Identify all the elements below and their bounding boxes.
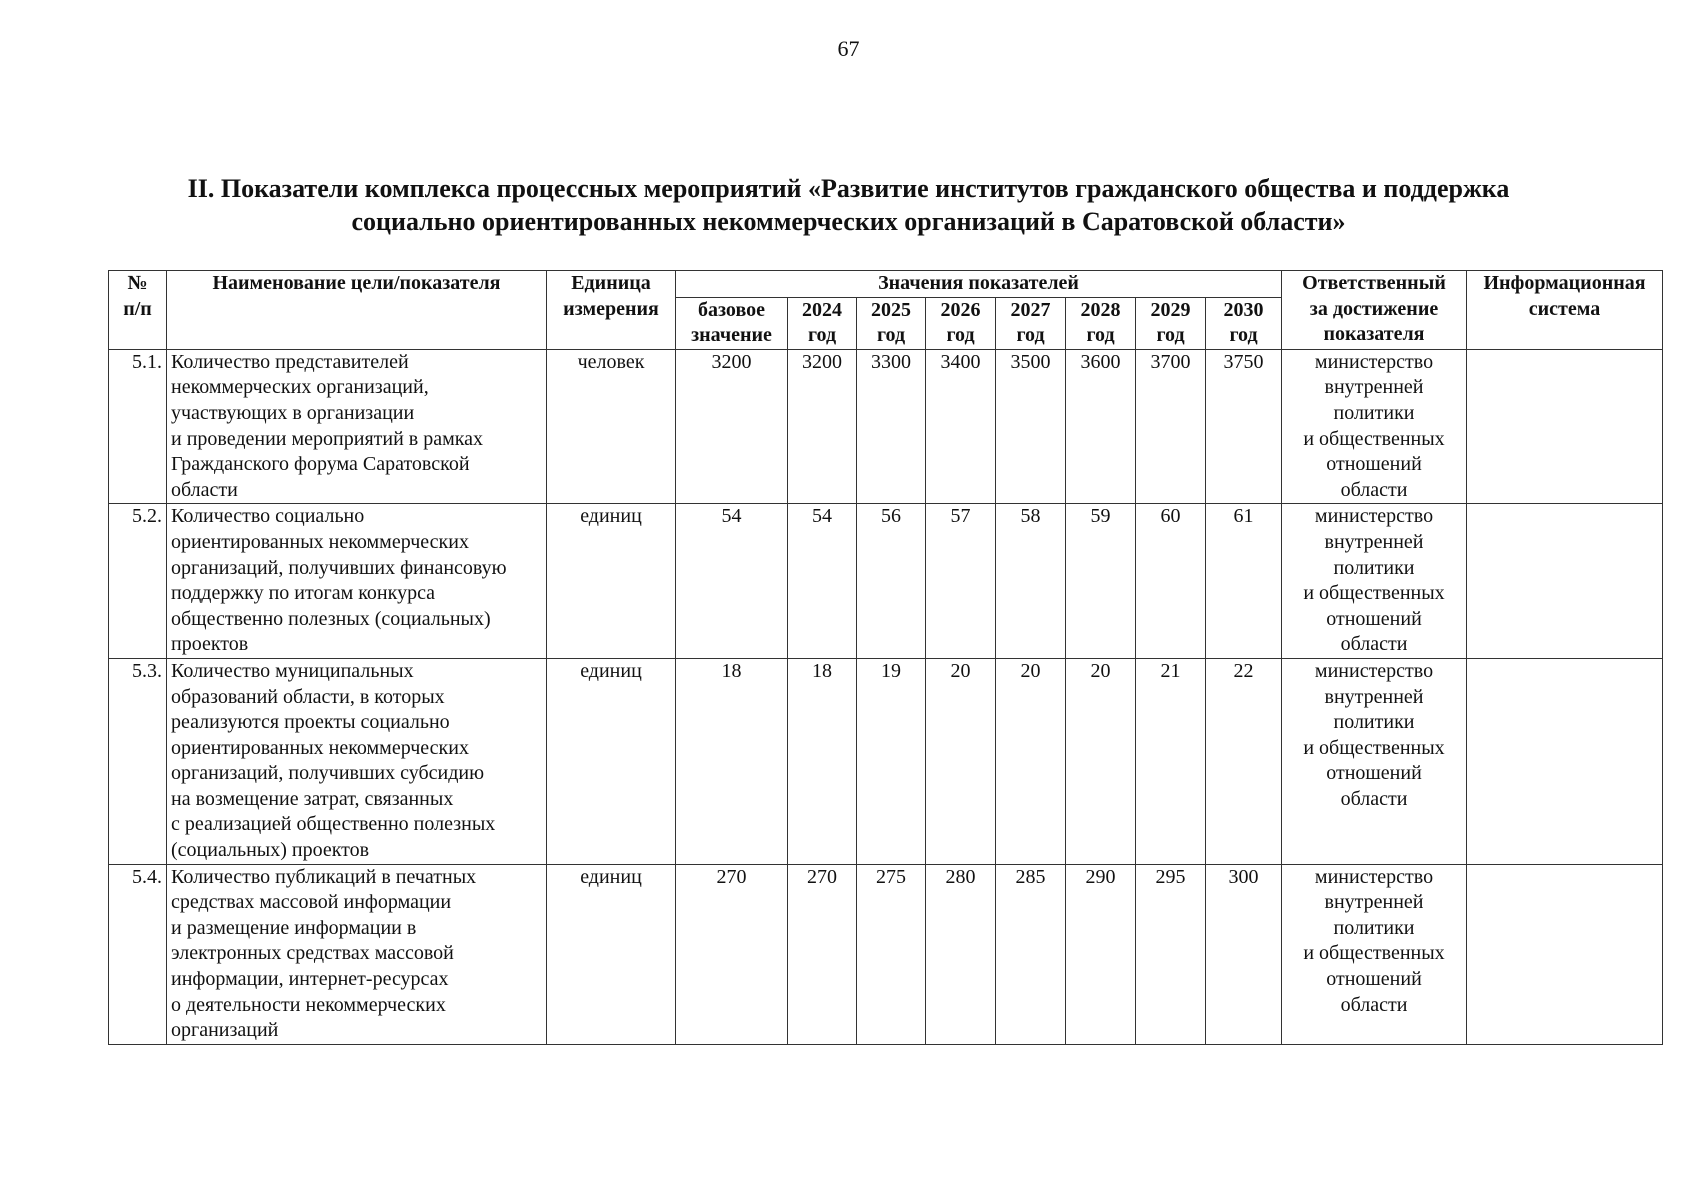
value-cell: 3400 [926, 349, 996, 504]
value-cell: 20 [1066, 658, 1136, 864]
value-cell: 270 [788, 864, 857, 1044]
row-number: 5.1. [109, 349, 167, 504]
value-cell: 59 [1066, 504, 1136, 659]
section-title-line-1: II. Показатели комплекса процессных мероприятий «Развитие институтов гражданского общества и поддержка [187, 174, 1510, 203]
info-system-cell [1467, 658, 1663, 864]
indicator-name: Количество муниципальных образований области, в которых реализуются проекты социально ориентированных некоммерческих организаций, получивших субсидию на возмещение затрат, связанных с реализацией общественно полезных (социальных) проектов [167, 658, 547, 864]
value-cell: 3300 [857, 349, 926, 504]
value-cell: 3600 [1066, 349, 1136, 504]
row-number: 5.2. [109, 504, 167, 659]
value-cell: 3500 [996, 349, 1066, 504]
indicator-name: Количество социально ориентированных некоммерческих организаций, получивших финансовую поддержку по итогам конкурса общественно полезных (социальных) проектов [167, 504, 547, 659]
header-year-2029: 2029 год [1136, 297, 1206, 349]
section-title [60, 172, 1637, 238]
value-cell: 19 [857, 658, 926, 864]
value-cell: 20 [926, 658, 996, 864]
row-number: 5.3. [109, 658, 167, 864]
value-cell: 18 [788, 658, 857, 864]
value-cell: 54 [788, 504, 857, 659]
indicator-name: Количество публикаций в печатных средствах массовой информации и размещение информации в электронных средствах массовой информации, интернет-ресурсах о деятельности некоммерческих организаций [167, 864, 547, 1044]
value-cell: 295 [1136, 864, 1206, 1044]
header-responsible: Ответственный за достижение показателя [1282, 271, 1467, 350]
value-cell: 280 [926, 864, 996, 1044]
row-number: 5.4. [109, 864, 167, 1044]
value-cell: 18 [676, 658, 788, 864]
responsible-cell: министерство внутренней политики и общественных отношений области [1282, 504, 1467, 659]
value-cell: 22 [1206, 658, 1282, 864]
header-name: Наименование цели/показателя [167, 271, 547, 350]
header-year-2024: 2024 год [788, 297, 857, 349]
value-cell: 270 [676, 864, 788, 1044]
responsible-cell: министерство внутренней политики и общественных отношений области [1282, 658, 1467, 864]
value-cell: 54 [676, 504, 788, 659]
value-cell: 20 [996, 658, 1066, 864]
indicator-name: Количество представителей некоммерческих организаций, участвующих в организации и проведении мероприятий в рамках Гражданского форума Саратовской области [167, 349, 547, 504]
unit-cell: единиц [547, 658, 676, 864]
info-system-cell [1467, 349, 1663, 504]
header-year-2025: 2025 год [857, 297, 926, 349]
value-cell: 60 [1136, 504, 1206, 659]
header-unit: Единица измерения [547, 271, 676, 350]
value-cell: 3750 [1206, 349, 1282, 504]
unit-cell: единиц [547, 864, 676, 1044]
page-number: 67 [837, 36, 860, 61]
table-row [109, 658, 1663, 864]
info-system-cell [1467, 864, 1663, 1044]
value-cell: 275 [857, 864, 926, 1044]
value-cell: 58 [996, 504, 1066, 659]
header-num: № п/п [109, 271, 167, 350]
table-row [109, 349, 1663, 504]
header-row-1 [109, 271, 1663, 298]
value-cell: 3700 [1136, 349, 1206, 504]
value-cell: 285 [996, 864, 1066, 1044]
value-cell: 3200 [788, 349, 857, 504]
unit-cell: единиц [547, 504, 676, 659]
value-cell: 57 [926, 504, 996, 659]
value-cell: 300 [1206, 864, 1282, 1044]
value-cell: 61 [1206, 504, 1282, 659]
header-year-2030: 2030 год [1206, 297, 1282, 349]
header-year-2027: 2027 год [996, 297, 1066, 349]
value-cell: 21 [1136, 658, 1206, 864]
info-system-cell [1467, 504, 1663, 659]
responsible-cell: министерство внутренней политики и общественных отношений области [1282, 349, 1467, 504]
table-row [109, 504, 1663, 659]
header-base-value: базовое значение [676, 297, 788, 349]
unit-cell: человек [547, 349, 676, 504]
header-year-2028: 2028 год [1066, 297, 1136, 349]
responsible-cell: министерство внутренней политики и общественных отношений области [1282, 864, 1467, 1044]
indicators-table [108, 270, 1663, 1045]
header-values-group: Значения показателей [676, 271, 1282, 298]
value-cell: 290 [1066, 864, 1136, 1044]
value-cell: 56 [857, 504, 926, 659]
header-year-2026: 2026 год [926, 297, 996, 349]
section-title-line-2: социально ориентированных некоммерческих организаций в Саратовской области» [351, 207, 1346, 236]
value-cell: 3200 [676, 349, 788, 504]
table-row [109, 864, 1663, 1044]
header-info-system: Информационная система [1467, 271, 1663, 350]
